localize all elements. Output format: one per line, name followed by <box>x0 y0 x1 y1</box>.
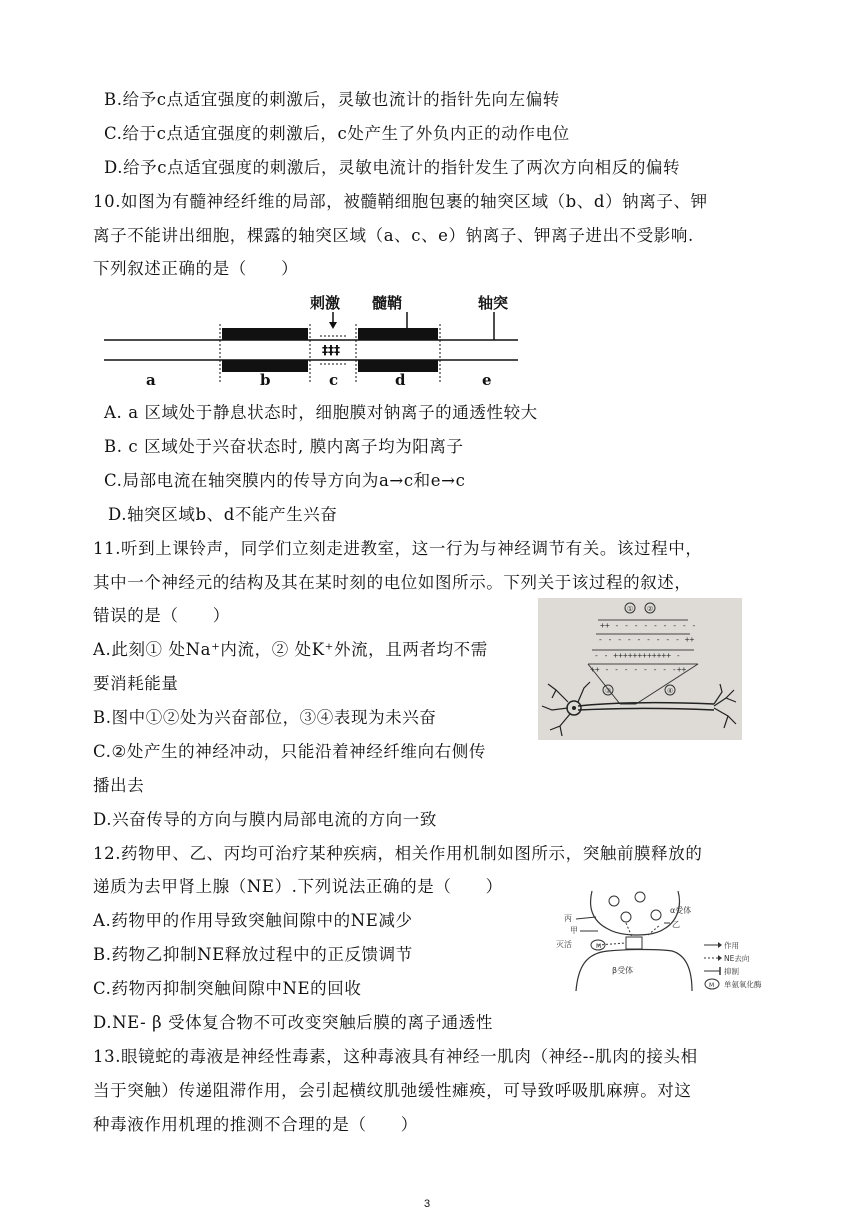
q12-stem-line2: 递质为去甲肾上腺（NE）.下列说法正确的是（ ） <box>93 877 503 896</box>
q10-nerve-fiber-figure <box>100 288 540 394</box>
q11-stem-line3: 错误的是（ ） <box>93 606 230 625</box>
q10-option-d: D.轴突区域b、d不能产生兴奋 <box>108 505 338 524</box>
label-myelin-sheath: 髓鞘 <box>372 294 403 312</box>
label-drug-a: 甲 <box>570 926 578 935</box>
label-alpha-receptor: α受体 <box>670 906 692 915</box>
q11-option-a-line2: 要消耗能量 <box>93 674 179 693</box>
legend-ne-flow: NE去向 <box>724 954 750 963</box>
region-b-label: b <box>260 371 271 389</box>
q11-neuron-figure <box>538 598 742 740</box>
q12-option-c: C.药物丙抑制突触间隙中NE的回收 <box>93 979 362 998</box>
legend-mao: 单氨氧化酶 <box>724 980 762 989</box>
region-d-label: d <box>395 371 406 389</box>
legend-mao-symbol: M <box>709 982 715 989</box>
label-stimulus: 刺激 <box>310 294 341 312</box>
q13-stem-line3: 种毒液作用机理的推测不合理的是（ ） <box>93 1115 418 1134</box>
mark-1: ① <box>627 605 634 613</box>
svg-text:- - ++++++++++++ -: - - ++++++++++++ - <box>594 651 681 660</box>
q9-option-c: C.给于c点适宜强度的刺激后，c处产生了外负内正的动作电位 <box>104 124 570 143</box>
page-number: 3 <box>424 1198 431 1210</box>
legend-action: 作用 <box>724 941 739 950</box>
svg-text:‡‡‡: ‡‡‡ <box>322 343 340 357</box>
label-drug-b: 乙 <box>672 920 680 929</box>
q11-stem-line2: 其中一个神经元的结构及其在某时刻的电位如图所示。下列关于该过程的叙述， <box>93 573 692 592</box>
q11-option-c-line2: 播出去 <box>93 776 145 795</box>
q10-option-a: A. a 区域处于静息状态时，细胞膜对钠离子的通透性较大 <box>104 403 538 422</box>
label-mao-symbol: M <box>596 943 602 950</box>
label-beta-receptor: β受体 <box>612 966 634 975</box>
q9-option-d: D.给予c点适宜强度的刺激后，灵敏电流计的指针发生了两次方向相反的偏转 <box>104 158 681 177</box>
region-e-label: e <box>482 371 492 389</box>
q11-option-a-line1: A.此刻① 处Na⁺内流，② 处K⁺外流，且两者均不需 <box>93 640 488 659</box>
mark-4: ④ <box>667 687 674 695</box>
q9-option-b: B.给予c点适宜强度的刺激后，灵敏也流计的指针先向左偏转 <box>104 90 560 109</box>
q12-option-d: D.NE- β 受体复合物不可改变突触后膜的离子通透性 <box>93 1013 493 1032</box>
legend-inhibit: 抑制 <box>724 967 739 976</box>
svg-text:- - - - - - - - - ++: - - - - - - - - - ++ <box>598 635 695 644</box>
label-inactivated: 灭活 <box>556 940 572 949</box>
q12-synapse-figure <box>552 887 784 995</box>
q10-stem-line2: 离子不能讲出细胞，棵露的轴突区域（a、c、e）钠离子、钾离子进出不受影响. <box>93 226 694 245</box>
svg-text:++ - - - - - - - -++: ++ - - - - - - - -++ <box>590 665 687 674</box>
q13-stem-line1: 13.眼镜蛇的毒液是神经性毒素，这种毒液具有神经一肌肉（神经--肌肉的接头相 <box>93 1047 698 1066</box>
q11-option-c-line1: C.②处产生的神经冲动，只能沿着神经纤维向右侧传 <box>93 742 486 761</box>
label-axon: 轴突 <box>478 294 509 312</box>
q10-stem-line1: 10.如图为有髓神经纤维的局部，被髓鞘细胞包裹的轴突区域（b、d）钠离子、钾 <box>93 192 708 211</box>
q10-option-c: C.局部电流在轴突膜内的传导方向为a→c和e→c <box>104 471 466 490</box>
region-c-label: c <box>329 371 339 389</box>
q12-option-a: A.药物甲的作用导致突触间隙中的NE减少 <box>93 911 413 930</box>
q12-stem-line1: 12.药物甲、乙、丙均可治疗某种疾病，相关作用机制如图所示，突触前膜释放的 <box>93 844 703 863</box>
mark-2: ② <box>647 605 654 613</box>
q12-option-b: B.药物乙抑制NE释放过程中的正反馈调节 <box>93 945 413 964</box>
q11-stem-line1: 11.听到上课铃声，同学们立刻走进教室，这一行为与神经调节有关。该过程中， <box>93 539 703 558</box>
mark-3: ③ <box>605 687 612 695</box>
q10-stem-line3: 下列叙述正确的是（ ） <box>93 259 299 278</box>
q10-option-b: B. c 区域处于兴奋状态时, 膜内离子均为阳离子 <box>104 437 464 456</box>
q11-option-d: D.兴奋传导的方向与膜内局部电流的方向一致 <box>93 810 437 829</box>
svg-text:++ - - - - - - - - -: ++ - - - - - - - - - <box>600 621 697 630</box>
region-a-label: a <box>146 371 156 389</box>
q11-option-b: B.图中①②处为兴奋部位，③④表现为未兴奋 <box>93 708 437 727</box>
label-drug-c: 丙 <box>564 914 572 923</box>
q13-stem-line2: 当于突触）传递阻滞作用，会引起横纹肌弛缓性瘫痪，可导致呼吸肌麻痹。对这 <box>93 1081 692 1100</box>
